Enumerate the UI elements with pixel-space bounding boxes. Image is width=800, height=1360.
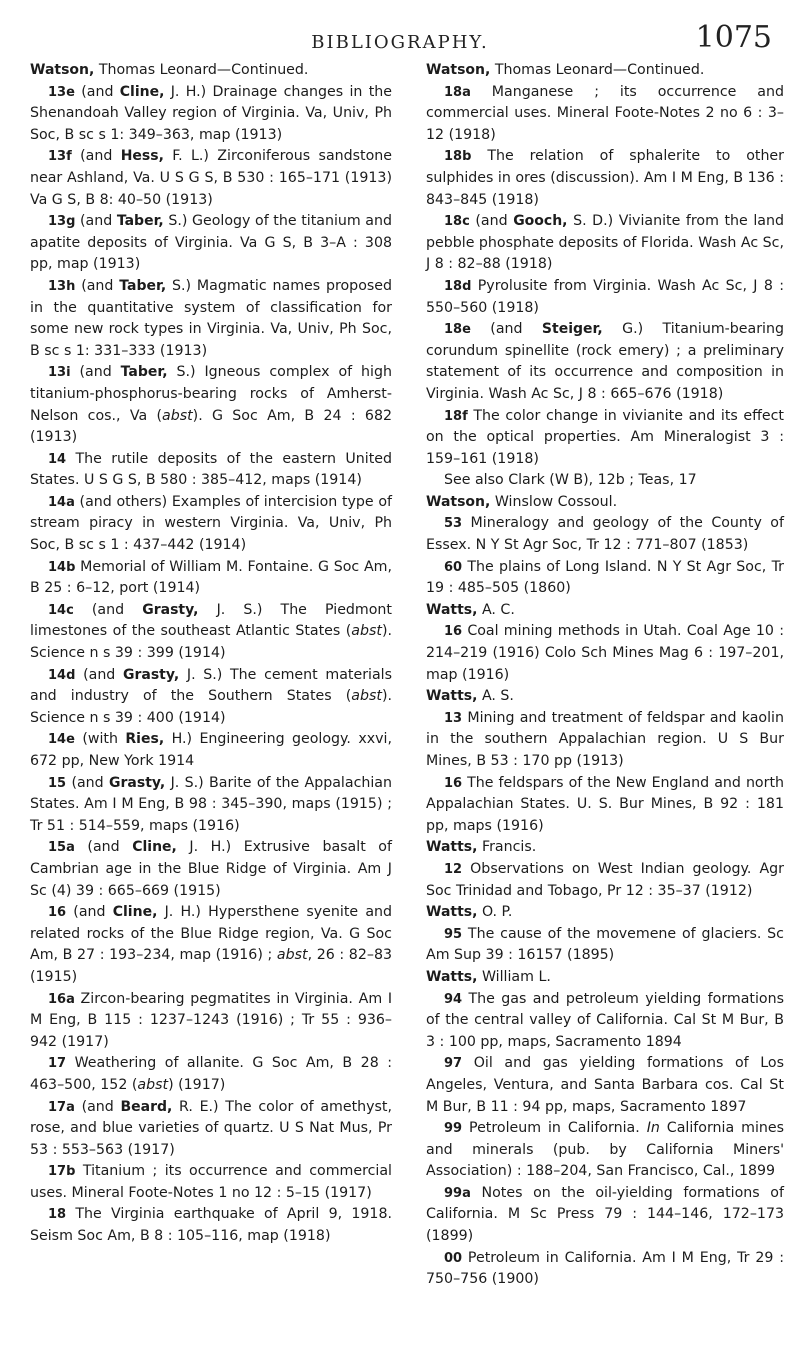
entry-text: R. E.) The color of amethyst, rose, and blue varieties of quartz. U S Nat Mus, Pr 53 : 553–563 (1917) bbox=[30, 1098, 392, 1158]
coauthor-name: Grasty, bbox=[142, 601, 199, 618]
bibliography-entry bbox=[30, 600, 392, 665]
bibliography-entry bbox=[30, 1053, 392, 1096]
entry-text: Observations on West Indian geology. Agr Soc Trinidad and Tobago, Pr 12 : 35–37 (1912) bbox=[426, 860, 784, 899]
entry-number: 17a bbox=[48, 1099, 75, 1115]
author-detail: A. C. bbox=[477, 601, 515, 618]
entry-number: 12 bbox=[444, 861, 463, 877]
entry-text: (and bbox=[75, 666, 123, 683]
author-detail: Thomas Leonard—Continued. bbox=[94, 62, 309, 78]
entry-italic: In bbox=[646, 1120, 660, 1137]
entry-text: Mining and treatment of feldspar and kaolin in the southern Appalachian region. U S Bur Mines, B 53 : 170 pp (1913) bbox=[426, 709, 784, 769]
author-name: Watts, bbox=[426, 904, 478, 921]
coauthor-name: Beard, bbox=[120, 1098, 173, 1115]
entry-number: 16a bbox=[48, 991, 75, 1007]
bibliography-entry bbox=[30, 1204, 392, 1247]
bibliography-entry bbox=[426, 859, 784, 902]
page-header bbox=[16, 14, 784, 60]
entry-number: 14b bbox=[48, 559, 76, 575]
entry-text: J. S.) The cement materials and industry of the Southern States ( bbox=[30, 666, 393, 705]
entry-text: (and bbox=[470, 321, 542, 338]
entry-number: 14 bbox=[48, 451, 67, 467]
entry-text: (and bbox=[469, 213, 514, 230]
entry-number: 13f bbox=[48, 149, 72, 165]
entry-number: 18a bbox=[444, 84, 471, 100]
running-title: BIBLIOGRAPHY. bbox=[311, 32, 489, 53]
entry-text: The feldspars of the New England and north Appalachian States. U. S. Bur Mines, B 92 : 181 pp, maps (1916) bbox=[426, 774, 784, 834]
entry-text: The Virginia earthquake of April 9, 1918. Seism Soc Am, B 8 : 105–116, map (1918) bbox=[30, 1206, 392, 1245]
entry-text: The cause of the movemene of glaciers. Sc Am Sup 39 : 16157 (1895) bbox=[426, 925, 784, 964]
bibliography-entry bbox=[30, 989, 392, 1054]
entry-text: G.) Titanium-bearing corundum spinellite (rock emery) ; a preliminary statement of its occurrence and composition in Virginia. Wash Ac Sc, J 8 : 665–676 (1918) bbox=[426, 321, 784, 402]
author-heading bbox=[426, 600, 784, 622]
entry-text: , 26 : 82–83 (1915) bbox=[30, 947, 393, 985]
entry-text: (and bbox=[71, 148, 121, 165]
coauthor-name: Taber, bbox=[120, 364, 168, 381]
bibliography-entry bbox=[30, 837, 392, 902]
entry-number: 13e bbox=[48, 84, 75, 100]
bibliography-entry bbox=[30, 1161, 392, 1204]
entry-number: 18b bbox=[444, 149, 472, 165]
author-detail: A. S. bbox=[477, 688, 514, 705]
entry-number: 99a bbox=[444, 1185, 471, 1201]
entry-text: (and bbox=[66, 904, 113, 921]
bibliography-entry bbox=[30, 665, 392, 730]
bibliography-entry bbox=[30, 276, 392, 362]
entry-text: Weathering of allanite. G Soc Am, B 28 : 463–500, 152 ( bbox=[30, 1055, 392, 1093]
entry-number: 99 bbox=[444, 1121, 463, 1137]
entry-text: Titanium ; its occurrence and commercial uses. Mineral Foote-Notes 1 no 12 : 5–15 (1917) bbox=[30, 1163, 392, 1201]
entry-text: J. H.) Drainage changes in the Shenandoah Valley region of Virginia. Va, Univ, Ph Soc, B sc s 1: 349–363, map (1913) bbox=[30, 83, 392, 143]
author-detail: Winslow Cossoul. bbox=[490, 493, 618, 510]
bibliography-entry bbox=[426, 773, 784, 838]
right-column bbox=[426, 60, 784, 1291]
author-heading bbox=[426, 686, 784, 708]
author-detail: William L. bbox=[477, 968, 551, 985]
author-heading bbox=[426, 60, 784, 82]
author-detail: Francis. bbox=[477, 839, 537, 856]
entry-number: 18 bbox=[48, 1207, 67, 1223]
entry-text: The gas and petroleum yielding formations of the central valley of California. Cal St M Bur, B 3 : 100 pp, maps, Sacramento 1894 bbox=[426, 990, 784, 1050]
coauthor-name: Hess, bbox=[120, 148, 164, 165]
entry-text: ) (1917) bbox=[168, 1076, 226, 1093]
bibliography-entry bbox=[30, 902, 392, 988]
entry-text: ). Science n s 39 : 399 (1914) bbox=[30, 623, 392, 662]
bibliography-entry bbox=[426, 924, 784, 967]
entry-number: 95 bbox=[444, 926, 463, 942]
entry-italic: abst bbox=[351, 688, 382, 705]
entry-number: 14d bbox=[48, 667, 76, 683]
entry-number: 13 bbox=[444, 710, 463, 726]
bibliography-entry bbox=[426, 1248, 784, 1291]
author-name: Watts, bbox=[426, 968, 478, 985]
entry-number: 60 bbox=[444, 559, 463, 575]
entry-text: S.) Geology of the titanium and apatite deposits of Virginia. Va G S, B 3–A : 308 pp, map (1913) bbox=[30, 213, 393, 273]
author-detail: Thomas Leonard—Continued. bbox=[490, 62, 705, 78]
entry-text: (and bbox=[74, 839, 133, 856]
entry-text: (and bbox=[73, 601, 143, 618]
entry-text: (and bbox=[75, 213, 117, 230]
entry-text: Pyrolusite from Virginia. Wash Ac Sc, J 8 : 550–560 (1918) bbox=[426, 277, 784, 316]
entry-number: 17 bbox=[48, 1056, 67, 1072]
entry-number: 18c bbox=[444, 214, 470, 230]
bibliography-entry bbox=[426, 1118, 784, 1183]
bibliography-entry bbox=[426, 557, 784, 600]
coauthor-name: Grasty, bbox=[109, 774, 166, 791]
author-detail: O. P. bbox=[477, 904, 513, 921]
bibliography-entry bbox=[426, 406, 784, 471]
entry-text: S.) Igneous complex of high titanium-phosphorus-bearing rocks of Amherst-Nelson cos., Va ( bbox=[30, 364, 392, 424]
entry-text: S. D.) Vivianite from the land pebble phosphate deposits of Florida. Wash Ac Sc, J 8 : 82–88 (1918) bbox=[426, 213, 784, 273]
entry-number: 17b bbox=[48, 1164, 76, 1180]
bibliography-entry bbox=[30, 449, 392, 492]
bibliography-entry bbox=[426, 211, 784, 276]
author-heading bbox=[30, 60, 392, 82]
entry-text: California mines and minerals (pub. by California Miners' Association) : 188–204, San Francisco, Cal., 1899 bbox=[426, 1120, 784, 1180]
entry-text: S.) Magmatic names proposed in the quantitative system of classification for some new rock types in Virginia. Va, Univ, Ph Soc, B sc s 1: 331–333 (1913) bbox=[30, 277, 392, 359]
entry-text: Mineralogy and geology of the County of Essex. N Y St Agr Soc, Tr 12 : 771–807 (1853) bbox=[426, 515, 784, 554]
coauthor-name: Cline, bbox=[119, 83, 165, 100]
author-heading bbox=[426, 837, 784, 859]
author-heading bbox=[426, 492, 784, 514]
entry-text: Oil and gas yielding formations of Los Angeles, Ventura, and Santa Barbara cos. Cal St M Bur, B 11 : 94 pp, maps, Sacramento 1897 bbox=[426, 1055, 784, 1115]
bibliography-entry bbox=[30, 82, 392, 147]
bibliography-entry bbox=[426, 621, 784, 686]
entry-italic: abst bbox=[351, 623, 382, 640]
coauthor-name: Grasty, bbox=[123, 666, 180, 683]
entry-number: 13g bbox=[48, 214, 76, 230]
entry-number: 16 bbox=[444, 775, 463, 791]
entry-text: ). G Soc Am, B 24 : 682 (1913) bbox=[30, 407, 392, 446]
entry-text: Coal mining methods in Utah. Coal Age 10 : 214–219 (1916) Colo Sch Mines Mag 6 : 197–201, map (1916) bbox=[426, 623, 784, 683]
author-name: Watson, bbox=[426, 62, 491, 78]
coauthor-name: Gooch, bbox=[513, 213, 568, 230]
entry-text: (and bbox=[74, 83, 120, 100]
entry-number: 53 bbox=[444, 516, 463, 532]
bibliography-entry bbox=[30, 146, 392, 211]
see-also-text: See also Clark (W B), 12b ; Teas, 17 bbox=[444, 472, 697, 489]
entry-number: 18f bbox=[444, 408, 468, 424]
entry-text: (with bbox=[74, 731, 126, 748]
bibliography-entry bbox=[30, 1097, 392, 1162]
bibliography-entry bbox=[426, 1183, 784, 1248]
entry-text: The color change in vivianite and its effect on the optical properties. Am Mineralogist 3 : 159–161 (1918) bbox=[426, 407, 784, 467]
bibliography-entry bbox=[426, 989, 784, 1054]
coauthor-name: Cline, bbox=[132, 839, 177, 856]
author-name: Watson, bbox=[426, 493, 491, 510]
coauthor-name: Ries, bbox=[125, 731, 165, 748]
entry-text: (and bbox=[66, 774, 110, 791]
bibliography-entry bbox=[426, 146, 784, 211]
author-name: Watts, bbox=[426, 601, 478, 618]
entry-number: 18d bbox=[444, 278, 472, 294]
entry-italic: abst bbox=[137, 1076, 169, 1093]
entry-number: 13i bbox=[48, 365, 71, 381]
bibliography-entry bbox=[30, 729, 392, 772]
entry-number: 15 bbox=[48, 775, 67, 791]
bibliography-entry bbox=[30, 492, 392, 557]
coauthor-name: Cline, bbox=[112, 904, 158, 921]
bibliography-entry bbox=[426, 276, 784, 319]
bibliography-entry bbox=[30, 211, 392, 276]
entry-italic: abst bbox=[162, 407, 193, 424]
bibliography-entry bbox=[426, 1053, 784, 1118]
author-heading bbox=[426, 902, 784, 924]
entry-text: The rutile deposits of the eastern United States. U S G S, B 580 : 385–412, maps (1914) bbox=[30, 450, 392, 489]
author-name: Watts, bbox=[426, 688, 478, 705]
entry-number: 14c bbox=[48, 602, 74, 618]
entry-number: 18e bbox=[444, 322, 471, 338]
coauthor-name: Taber, bbox=[119, 277, 167, 294]
entry-text: Notes on the oil-yielding formations of California. M Sc Press 79 : 144–146, 172–173 (1899) bbox=[426, 1184, 784, 1245]
author-name: Watson, bbox=[30, 62, 95, 78]
entry-text: Zircon-bearing pegmatites in Virginia. Am I M Eng, B 115 : 1237–1243 (1916) ; Tr 55 : 936–942 (1917) bbox=[30, 990, 392, 1050]
page-number: 1075 bbox=[695, 20, 772, 55]
entry-text: Memorial of William M. Fontaine. G Soc Am, B 25 : 6–12, port (1914) bbox=[30, 558, 392, 597]
entry-text: The plains of Long Island. N Y St Agr Soc, Tr 19 : 485–505 (1860) bbox=[426, 558, 784, 597]
left-column bbox=[30, 60, 392, 1248]
bibliography-entry bbox=[426, 82, 784, 147]
entry-text: Petroleum in California. Am I M Eng, Tr 29 : 750–756 (1900) bbox=[426, 1249, 784, 1288]
bibliography-entry bbox=[426, 708, 784, 773]
entry-text: (and bbox=[75, 277, 120, 294]
entry-text: Petroleum in California. bbox=[462, 1120, 647, 1137]
bibliography-entry bbox=[30, 557, 392, 600]
author-name: Watts, bbox=[426, 839, 478, 856]
bibliography-entry bbox=[426, 513, 784, 556]
entry-text: F. L.) Zirconiferous sandstone near Ashland, Va. U S G S, B 530 : 165–171 (1913) Va G S, B 8: 40–50 (1913) bbox=[30, 148, 392, 208]
coauthor-name: Taber, bbox=[116, 213, 164, 230]
entry-text: J. S.) The Piedmont limestones of the southeast Atlantic States ( bbox=[30, 601, 392, 640]
see-also-reference bbox=[426, 470, 784, 492]
entry-number: 13h bbox=[48, 278, 76, 294]
entry-number: 15a bbox=[48, 840, 75, 856]
entry-text: Manganese ; its occurrence and commercial uses. Mineral Foote-Notes 2 no 6 : 3–12 (1918) bbox=[426, 83, 784, 143]
entry-text: J. H.) Extrusive basalt of Cambrian age in the Blue Ridge of Virginia. Am J Sc (4) 39 : 665–669 (1915) bbox=[30, 839, 392, 899]
entry-number: 16 bbox=[444, 624, 463, 640]
entry-number: 97 bbox=[444, 1056, 463, 1072]
entry-number: 94 bbox=[444, 991, 463, 1007]
entry-text: (and bbox=[74, 1098, 121, 1115]
entry-number: 00 bbox=[444, 1250, 463, 1266]
entry-italic: abst bbox=[276, 947, 308, 964]
entry-number: 14e bbox=[48, 732, 75, 748]
bibliography-entry bbox=[30, 773, 392, 838]
entry-text: J. H.) Hypersthene syenite and related rocks of the Blue Ridge region, Va. G Soc Am, B 27 : 193–234, map (1916) ; bbox=[30, 904, 393, 964]
author-heading bbox=[426, 967, 784, 989]
bibliography-entry bbox=[426, 319, 784, 405]
entry-text: H.) Engineering geology. xxvi, 672 pp, New York 1914 bbox=[30, 731, 392, 769]
entry-text: (and bbox=[70, 364, 121, 381]
bibliography-entry bbox=[30, 362, 392, 448]
coauthor-name: Steiger, bbox=[541, 321, 603, 338]
entry-number: 14a bbox=[48, 494, 75, 510]
entry-text: (and others) Examples of intercision type of stream piracy in western Virginia. Va, Univ, Ph Soc, B sc s 1 : 437–442 (1914) bbox=[30, 493, 392, 554]
entry-text: The relation of sphalerite to other sulphides in ores (discussion). Am I M Eng, B 136 : 843–845 (1918) bbox=[426, 148, 784, 208]
entry-text: ). Science n s 39 : 400 (1914) bbox=[30, 688, 392, 726]
entry-text: J. S.) Barite of the Appalachian States. Am I M Eng, B 98 : 345–390, maps (1915) ; Tr 51 : 514–559, maps (1916) bbox=[30, 774, 392, 834]
entry-number: 16 bbox=[48, 905, 67, 921]
